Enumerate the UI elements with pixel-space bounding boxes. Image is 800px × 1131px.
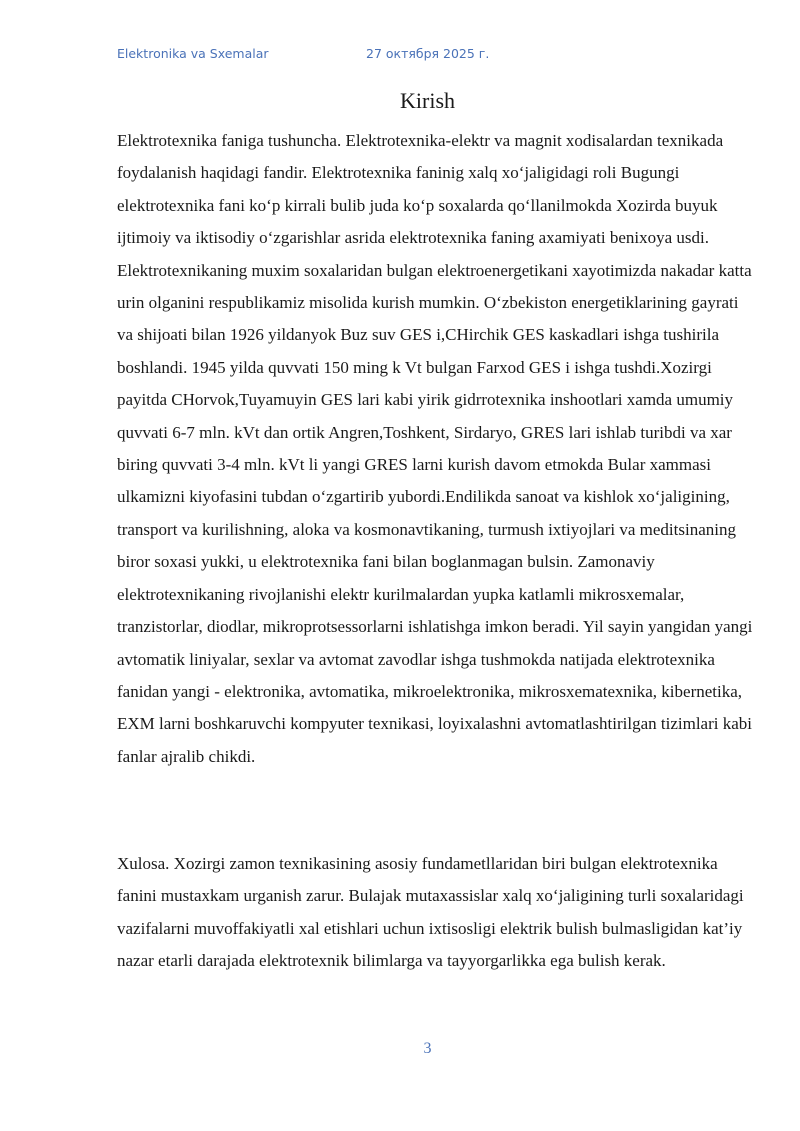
page-number: 3 bbox=[423, 1040, 432, 1057]
document-title: Kirish bbox=[400, 88, 455, 113]
paragraph-introduction: Elektrotexnika faniga tushuncha. Elektrotexnika-elektr va magnit xodisalardan texnikada foydalanish haqidagi fandir. Elektrotexnika faninig xalq xo‘jaligidagi roli Bugungi elektrotexnika fani ko‘p kirrali bulib juda ko‘p soxalarda qo‘llanilmokda Xozirda buyuk ijtimoiy va iktisodiy o‘zgarishlar asrida elektrotexnika faning axamiyati benixoya usdi. Elektrotexnikaning muxim soxalaridan bulgan elektroenergetikani xayotimizda nakadar katta urin olganini respublikamiz misolida kurish mumkin. O‘zbekiston energetiklarining gayrati va shijoati bilan 1926 yildanyok Buz suv GES i,CHirchik GES kaskadlari ishga tushirila boshlandi. 1945 yilda quvvati 150 ming k Vt bulgan Farxod GES i ishga tushdi.Xozirgi payitda CHorvok,Tuyamuyin GES lari kabi yirik gidrrotexnika inshootlari xamda umumiy quvvati 6-7 mln. kVt dan ortik Angren,Toshkent, Sirdaryo, GRES lari ishlab turibdi va xar biring quvvati 3-4 mln. kVt li yangi GRES larni kurish davom etmokda Bular xammasi ulkamizni kiyofasini tubdan o‘zgartirib yubordi.Endilikda sanoat va kishlok xo‘jaligining, transport va kurilishning, aloka va kosmonavtikaning, turmush ixtiyojlari va meditsinaning biror soxasi yukki, u elektrotexnika fani bilan boglanmagan bulsin. Zamonaviy elektrotexnikaning rivojlanishi elektr kurilmalardan yupka katlamli mikrosxemalar, tranzistorlar, diodlar, mikroprotsessorlarni ishlatishga imkon beradi. Yil sayin yangidan yangi avtomatik liniyalar, sexlar va avtomat zavodlar ishga tushmokda natijada elektrotexnika fanidan yangi - elektronika, avtomatika, mikroelektronika, mikrosxematexnika, kibernetika, EXM larni boshkaruvchi kompyuter texnikasi, loyixalashni avtomatlashtirilgan tizimlari kabi fanlar ajralib chikdi. bbox=[117, 131, 753, 766]
header-title: Elektronika va Sxemalar bbox=[117, 46, 269, 61]
page-header bbox=[117, 46, 757, 66]
paragraph-conclusion: Xulosa. Xozirgi zamon texnikasining asosiy fundametllaridan biri bulgan elektrotexnika fanini mustaxkam urganish zarur. Bulajak mutaxassislar xalq xo‘jaligining turli soxalaridagi vazifalarni muvoffakiyatli xal etishlari uchun ixtisosligi elektrik bulish bulmasligidan kat’iy nazar etarli darajada elektrotexnik bilimlarga va tayyorgarlikka ega bulish kerak. bbox=[117, 854, 744, 971]
header-date: 27 октября 2025 г. bbox=[366, 46, 490, 61]
